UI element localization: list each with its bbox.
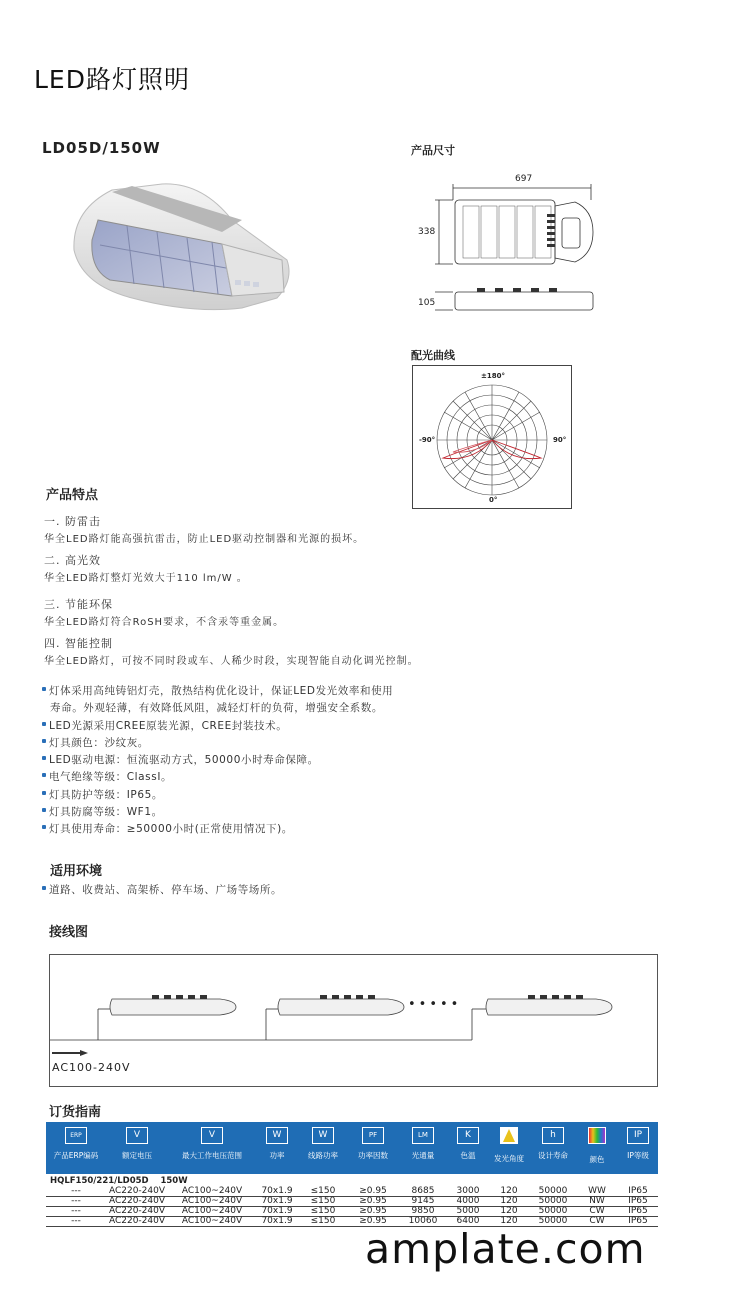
bullet-icon [42, 886, 46, 890]
column-rated-voltage: V 额定电压 [106, 1122, 168, 1174]
bullet-icon [42, 687, 46, 691]
column-max-voltage: V 最大工作电压范围 [168, 1122, 256, 1174]
column-beam-angle: 发光角度 [488, 1122, 530, 1174]
table-row: --- AC220-240V AC100~240V 70x1.9 ≤150 ≥0.95 10060 6400 120 50000 CW IP65 [46, 1217, 658, 1227]
voltage-icon: V [126, 1127, 148, 1144]
feature-text: 华全LED路灯，可按不同时段或车、人稀少时段，实现智能自动化调光控制。 [44, 656, 419, 667]
polar-label-top: ±180° [481, 372, 505, 380]
column-lumens: LM 光通量 [398, 1122, 448, 1174]
polar-curve-chart [412, 365, 572, 509]
continuation-dots: ••••• [408, 997, 462, 1012]
features-heading: 产品特点 [46, 488, 99, 503]
power-icon: W [266, 1127, 288, 1144]
environment-heading: 适用环境 [50, 864, 103, 879]
polar-label-right: 90° [553, 436, 567, 444]
feature-title: 四. 智能控制 [44, 637, 113, 650]
dimension-width: 697 [515, 174, 533, 184]
bullet-icon [42, 739, 46, 743]
voltage-label: AC100-240V [52, 1061, 131, 1074]
spec-item: 灯具防护等级：IP65。 [42, 787, 482, 804]
model-name: LD05D/150W [42, 139, 161, 157]
polar-heading: 配光曲线 [411, 349, 455, 362]
wiring-diagram [49, 954, 658, 1087]
page-title: LED路灯照明 [34, 65, 190, 94]
pf-icon: PF [362, 1127, 384, 1144]
feature-text: 华全LED路灯符合RoSH要求，不含汞等重金属。 [44, 617, 285, 628]
spec-item: LED光源采用CREE原装光源，CREE封装技术。 [42, 718, 482, 735]
environment-text: 道路、收费站、高架桥、停车场、广场等场所。 [42, 882, 282, 899]
spec-item: 灯体采用高纯铸铝灯壳，散热结构优化设计，保证LED发光效率和使用 [42, 683, 482, 700]
bullet-icon [42, 773, 46, 777]
power-icon: W [312, 1127, 334, 1144]
color-icon [588, 1127, 606, 1144]
bullet-icon [42, 722, 46, 726]
column-color: 颜色 [576, 1122, 618, 1174]
table-row: --- AC220-240V AC100~240V 70x1.9 ≤150 ≥0.95 9850 5000 120 50000 CW IP65 [46, 1207, 658, 1217]
beam-angle-icon [500, 1127, 518, 1144]
order-group-label: HQLF150/221/LD05D 150W [50, 1176, 188, 1186]
dimension-heading: 产品尺寸 [411, 144, 455, 157]
column-erp: ERP 产品ERP编码 [46, 1122, 106, 1174]
lumen-icon: LM [412, 1127, 434, 1144]
table-row: --- AC220-240V AC100~240V 70x1.9 ≤150 ≥0.95 8685 3000 120 50000 WW IP65 [46, 1187, 658, 1197]
column-color-temp: K 色温 [448, 1122, 488, 1174]
bullet-icon [42, 825, 46, 829]
table-row: --- AC220-240V AC100~240V 70x1.9 ≤150 ≥0.95 9145 4000 120 50000 NW IP65 [46, 1197, 658, 1207]
feature-text: 华全LED路灯能高强抗雷击，防止LED驱动控制器和光源的损坏。 [44, 534, 365, 545]
wiring-heading: 接线图 [49, 925, 89, 940]
bullet-icon [42, 791, 46, 795]
feature-text: 华全LED路灯整灯光效大于110 lm/W 。 [44, 573, 248, 584]
column-power: W 功率 [256, 1122, 298, 1174]
column-power-factor: PF 功率因数 [348, 1122, 398, 1174]
bullet-icon [42, 808, 46, 812]
lamp-photo [72, 180, 294, 320]
polar-label-bottom: 0° [489, 496, 498, 504]
voltage-icon: V [201, 1127, 223, 1144]
spec-item: 电气绝缘等级：ClassⅠ。 [42, 769, 482, 786]
feature-title: 一. 防雷击 [44, 515, 101, 528]
dimension-depth: 105 [418, 298, 436, 308]
order-header-bar [46, 1122, 658, 1174]
spec-list [42, 683, 482, 839]
spec-item: 灯具防腐等级：WF1。 [42, 804, 482, 821]
spec-item: 灯具使用寿命：≥50000小时(正常使用情况下)。 [42, 821, 482, 838]
spec-item: 灯具颜色：沙纹灰。 [42, 735, 482, 752]
bullet-icon [42, 756, 46, 760]
spec-item: LED驱动电源：恒流驱动方式，50000小时寿命保障。 [42, 752, 482, 769]
column-line-power: W 线路功率 [298, 1122, 348, 1174]
feature-title: 三. 节能环保 [44, 598, 113, 611]
feature-title: 二. 高光效 [44, 554, 101, 567]
dimension-height: 338 [418, 227, 436, 237]
kelvin-icon: K [457, 1127, 479, 1144]
polar-label-left: -90° [419, 436, 436, 444]
dimension-drawing [415, 170, 615, 320]
watermark-text: amplate.com [365, 1225, 646, 1273]
order-table [46, 1187, 658, 1227]
spec-item: 寿命。外观轻薄，有效降低风阻，减轻灯杆的负荷，增强安全系数。 [50, 702, 383, 715]
hours-icon: h [542, 1127, 564, 1144]
column-ip: IP IP等级 [618, 1122, 658, 1174]
order-heading: 订货指南 [49, 1105, 102, 1120]
ip-icon: IP [627, 1127, 649, 1144]
column-lifetime: h 设计寿命 [530, 1122, 576, 1174]
erp-icon: ERP [65, 1127, 87, 1144]
